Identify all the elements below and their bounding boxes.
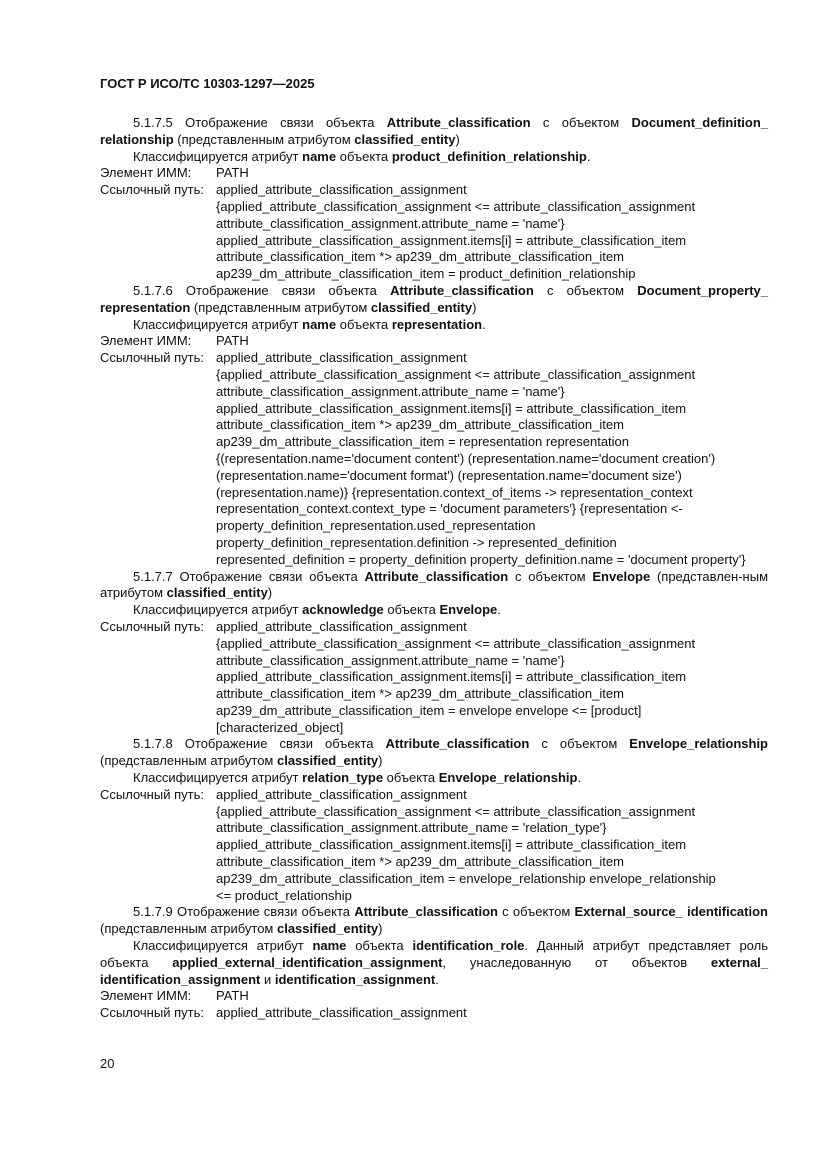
section-heading — [100, 736, 768, 770]
reference-path-line: applied_attribute_classification_assignment — [216, 1005, 467, 1021]
imm-element-value: PATH — [216, 988, 249, 1004]
reference-path-line: attribute_classification_item *> ap239_dm_attribute_classification_item — [216, 854, 624, 870]
bold-term: name — [302, 148, 337, 164]
text-run: 5.1.7.8 Отображение связи объекта — [133, 736, 386, 752]
bold-term: representation — [391, 316, 483, 332]
section-heading — [100, 569, 768, 603]
text-run: Классифицируется атрибут — [133, 938, 313, 954]
reference-path-line: applied_attribute_classification_assignment.items[i] = attribute_classification_item — [216, 400, 687, 416]
bold-term: classified_entity — [276, 921, 379, 937]
text-run: . — [586, 148, 591, 164]
reference-path-row — [100, 1005, 768, 1022]
reference-path-line: (representation.name)} {representation.context_of_items -> representation_context — [216, 484, 693, 500]
reference-path-line: attribute_classification_item *> ap239_dm_attribute_classification_item — [216, 686, 624, 702]
text-run: . — [497, 602, 501, 618]
imm-element-label: Элемент ИММ: — [100, 165, 192, 181]
reference-path-line: [characterized_object] — [216, 719, 344, 735]
text-run: объекта — [383, 602, 440, 618]
text-run: Классифицируется атрибут — [133, 770, 303, 786]
reference-path-line: representation_context.context_type = 'document parameters'} {representation <- — [216, 501, 683, 517]
reference-path-line: {(representation.name='document content') (representation.name='document creation') — [216, 450, 716, 466]
text-run: . — [577, 770, 582, 786]
section-5-1-7-8 — [100, 736, 768, 904]
reference-path-line: applied_attribute_classification_assignment — [216, 618, 467, 634]
imm-element-row — [100, 988, 768, 1005]
section-description — [100, 602, 768, 619]
reference-path-label: Ссылочный путь: — [100, 350, 204, 366]
reference-path-line: {applied_attribute_classification_assignment <= attribute_classification_assignment — [216, 366, 696, 382]
bold-term: acknowledge — [302, 602, 384, 618]
text-run: с объектом — [508, 568, 593, 584]
imm-element-label: Элемент ИММ: — [100, 988, 192, 1004]
bold-term: Attribute_classification — [354, 904, 498, 920]
imm-element-row — [100, 165, 768, 182]
text-run: ) — [267, 585, 273, 601]
bold-term: product_definition_relationship — [391, 148, 587, 164]
reference-path-lines — [216, 350, 768, 568]
bold-term: classified_entity — [370, 299, 473, 315]
page-body — [100, 115, 768, 1022]
text-run: Классифицируется атрибут — [133, 602, 303, 618]
bold-term: name — [302, 316, 337, 332]
text-run: с объектом — [529, 736, 630, 752]
imm-element-value: PATH — [216, 333, 249, 349]
reference-path-line: applied_attribute_classification_assignment.items[i] = attribute_classification_item — [216, 669, 687, 685]
reference-path-line: ap239_dm_attribute_classification_item = envelope_relationship envelope_relationship — [216, 870, 716, 886]
bold-term: Attribute_classification — [390, 282, 534, 298]
bold-term: name — [312, 938, 347, 954]
reference-path-line: attribute_classification_assignment.attribute_name = 'name'} — [216, 215, 565, 231]
bold-term: external_ identification_assignment — [100, 954, 769, 987]
text-run: 5.1.7.5 Отображение связи объекта — [133, 115, 387, 130]
section-description — [100, 770, 768, 787]
text-run: 5.1.7.6 Отображение связи объекта — [133, 282, 391, 298]
reference-path-line: attribute_classification_item *> ap239_dm_attribute_classification_item — [216, 417, 624, 433]
text-run: ) — [378, 753, 383, 769]
reference-path-line: ap239_dm_attribute_classification_item = representation representation — [216, 434, 630, 450]
bold-term: Document_definition_ relationship — [100, 115, 768, 147]
text-run: Классифицируется атрибут — [133, 316, 303, 332]
section-5-1-7-9 — [100, 904, 768, 1022]
bold-term: classified_entity — [354, 131, 456, 147]
section-heading — [100, 904, 768, 938]
imm-element-value: PATH — [216, 165, 249, 181]
reference-path-line: property_definition_representation.used_representation — [216, 518, 536, 534]
reference-path-line: {applied_attribute_classification_assignment <= attribute_classification_assignment — [216, 803, 696, 819]
reference-path-line: attribute_classification_item *> ap239_dm_attribute_classification_item — [216, 249, 624, 265]
reference-path-line: represented_definition = property_definition property_definition.name = 'document property'} — [216, 551, 746, 567]
reference-path-line: ap239_dm_attribute_classification_item = product_definition_relationship — [216, 266, 636, 282]
reference-path-line: {applied_attribute_classification_assignment <= attribute_classification_assignment — [216, 635, 696, 651]
bold-term: identification_assignment — [274, 971, 436, 987]
text-run: объекта — [336, 148, 392, 164]
reference-path-row — [100, 350, 768, 568]
bold-term: Envelope_relationship — [438, 770, 578, 786]
bold-term: Envelope — [439, 602, 498, 618]
bold-term: relation_type — [302, 770, 384, 786]
reference-path-row — [100, 787, 768, 905]
text-run: ) — [455, 131, 460, 147]
reference-path-row — [100, 619, 768, 737]
bold-term: Envelope — [592, 568, 651, 584]
section-heading — [100, 283, 768, 317]
bold-term: Envelope_relationship — [629, 736, 768, 752]
text-run: и — [260, 971, 275, 987]
text-run: ) — [378, 921, 383, 937]
reference-path-label: Ссылочный путь: — [100, 786, 204, 802]
text-run: ) — [472, 299, 477, 315]
bold-term: External_source_ identification — [574, 904, 768, 920]
reference-path-line: attribute_classification_assignment.attribute_name = 'name'} — [216, 383, 565, 399]
text-run: 5.1.7.9 Отображение связи объекта — [133, 904, 355, 920]
reference-path-label: Ссылочный путь: — [100, 182, 204, 198]
reference-path-line: (representation.name='document format') (representation.name='document size') — [216, 467, 682, 483]
imm-element-row — [100, 333, 768, 350]
section-heading — [100, 115, 768, 149]
document-header: ГОСТ Р ИСО/ТС 10303-1297—2025 — [100, 76, 315, 91]
reference-path-label: Ссылочный путь: — [100, 618, 204, 634]
imm-element-label: Элемент ИММ: — [100, 333, 192, 349]
reference-path-line: {applied_attribute_classification_assignment <= attribute_classification_assignment — [216, 198, 696, 214]
reference-path-line: property_definition_representation.definition -> represented_definition — [216, 534, 617, 550]
bold-term: identification_role — [412, 938, 525, 954]
text-run: (представленным атрибутом — [190, 299, 371, 315]
text-run: (представленным атрибутом — [100, 921, 277, 937]
reference-path-label: Ссылочный путь: — [100, 1005, 204, 1021]
text-run: (представлен-ным атрибутом — [100, 568, 769, 601]
reference-path-lines — [216, 1005, 768, 1022]
reference-path-line: applied_attribute_classification_assignment — [216, 786, 467, 802]
reference-path-row — [100, 182, 768, 283]
text-run: объекта — [336, 316, 392, 332]
text-run: Классифицируется атрибут — [133, 148, 303, 164]
text-run: (представленным атрибутом — [100, 753, 277, 769]
section-5-1-7-7 — [100, 569, 768, 737]
text-run: , унаследованную от объектов — [442, 954, 711, 970]
bold-term: Document_property_ representation — [100, 282, 768, 315]
section-description — [100, 149, 768, 166]
bold-term: applied_external_identification_assignment — [172, 954, 443, 970]
reference-path-line: applied_attribute_classification_assignment — [216, 182, 467, 198]
bold-term: classified_entity — [166, 585, 268, 601]
text-run: объекта — [346, 938, 413, 954]
page-number: 20 — [100, 1056, 115, 1071]
text-run: (представленным атрибутом — [173, 131, 355, 147]
bold-term: Attribute_classification — [385, 736, 530, 752]
section-description — [100, 317, 768, 334]
section-5-1-7-5 — [100, 115, 768, 283]
reference-path-line: attribute_classification_assignment.attribute_name = 'name'} — [216, 652, 565, 668]
reference-path-line: applied_attribute_classification_assignment.items[i] = attribute_classification_item — [216, 837, 687, 853]
reference-path-line: attribute_classification_assignment.attribute_name = 'relation_type'} — [216, 820, 607, 836]
bold-term: classified_entity — [276, 753, 379, 769]
text-run: . — [435, 971, 439, 987]
reference-path-lines — [216, 182, 768, 283]
reference-path-line: applied_attribute_classification_assignment.items[i] = attribute_classification_item — [216, 232, 687, 248]
text-run: с объектом — [530, 115, 632, 130]
text-run: с объектом — [497, 904, 575, 920]
text-run: с объектом — [533, 282, 638, 298]
section-description — [100, 938, 768, 988]
reference-path-lines — [216, 619, 768, 737]
reference-path-line: applied_attribute_classification_assignment — [216, 350, 467, 366]
text-run: . Данный атрибут представляет роль объекта — [100, 938, 768, 970]
bold-term: Attribute_classification — [386, 115, 531, 130]
reference-path-line: <= product_relationship — [216, 887, 352, 903]
text-run: 5.1.7.7 Отображение связи объекта — [133, 568, 365, 584]
reference-path-lines — [216, 787, 768, 905]
bold-term: Attribute_classification — [364, 568, 509, 584]
section-5-1-7-6 — [100, 283, 768, 569]
reference-path-line: ap239_dm_attribute_classification_item = envelope envelope <= [product] — [216, 702, 642, 718]
text-run: объекта — [383, 770, 439, 786]
text-run: . — [482, 316, 486, 332]
